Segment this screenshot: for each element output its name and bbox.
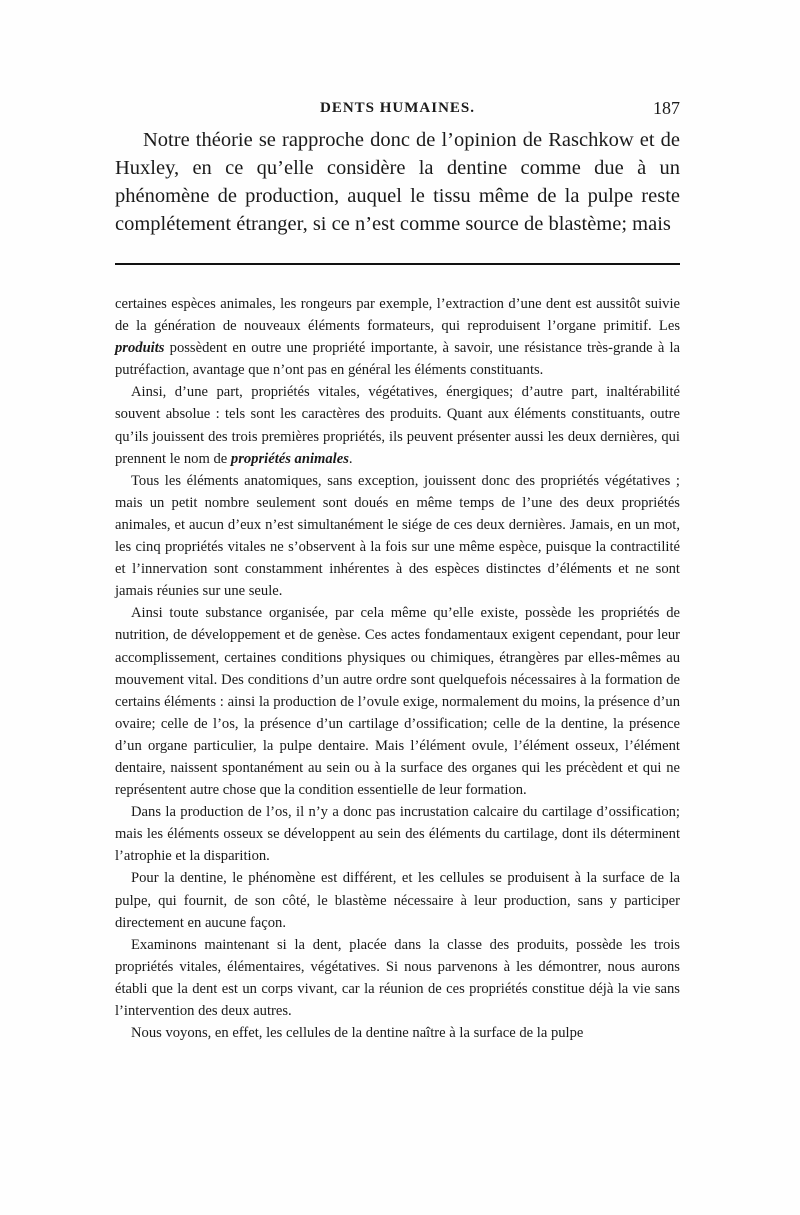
- running-head: [115, 100, 680, 124]
- main-paragraph: Notre théorie se rapproche donc de l’opinion de Raschkow et de Huxley, en ce qu’elle considère la dentine comme due à un phénomène de production, auquel le tissu même de la pulpe reste complétement étranger, si ce n’est comme source de blastème; mais: [115, 129, 680, 235]
- notes-section: [115, 293, 680, 1044]
- note-paragraph: [115, 381, 680, 469]
- note-paragraph: [115, 293, 680, 381]
- note-paragraph: Ainsi toute substance organisée, par cela même qu’elle existe, possède les propriétés de nutrition, de développement et de genèse. Ces actes fondamentaux exigent cependant, pour leur accomplissement, certaines conditions physiques ou chimiques, étrangères par elles-mêmes au mouvement vital. Des conditions d’un autre ordre sont quelquefois nécessaires à la formation de certains éléments : ainsi la production de l’ovule exige, normalement du moins, la présence d’un ovaire; celle de l’os, la présence d’un cartilage d’ossification; celle de la dentine, la présence d’un organe particulier, la pulpe dentaire. Mais l’élément ovule, l’élément osseux, l’élément dentaire, naissent spontanément au sein ou à la surface des organes qui les précèdent et qui ne représentent autre chose que la condition essentielle de leur formation.: [115, 605, 680, 799]
- note-text: possèdent en outre une propriété importante, à savoir, une résistance très-grande à la putréfaction, avantage que n’ont pas en général les éléments constituants.: [115, 340, 680, 379]
- note-emphasis: propriétés animales: [230, 450, 349, 467]
- note-paragraph: Dans la production de l’os, il n’y a donc pas incrustation calcaire du cartilage d’ossification; mais les éléments osseux se développent au sein des éléments du cartilage, dont ils déterminent l’atrophie et la disparition.: [115, 804, 680, 865]
- note-text: .: [348, 450, 353, 467]
- note-text: Ainsi, d’une part, propriétés vitales, végétatives, énergiques; d’autre part, inaltérabilité souvent absolue : tels sont les caractères des produits. Quant aux éléments constituants, outre qu’ils jouissent des trois premières propriétés, ils peuvent présenter aussi les deux dernières, qui prennent le nom de: [115, 384, 680, 467]
- running-title: DENTS HUMAINES.: [319, 100, 476, 116]
- note-paragraph: Examinons maintenant si la dent, placée dans la classe des produits, possède les trois propriétés vitales, élémentaires, végétatives. Si nous parvenons à les démontrer, nous aurons établi que la dent est un corps vivant, car la réunion de ces propriétés constitue déjà la vie sans l’intervention des deux autres.: [115, 936, 680, 1019]
- note-paragraph: Nous voyons, en effet, les cellules de la dentine naître à la surface de la pulpe: [131, 1025, 584, 1042]
- note-paragraph: Tous les éléments anatomiques, sans exception, jouissent donc des propriétés végétatives ; mais un petit nombre seulement sont doués en même temps de l’une des deux propriétés animales, et aucun d’eux n’est simultanément le siége de ces deux dernières. Jamais, en un mot, les cinq propriétés vitales ne s’observent à la fois sur une même espèce, puisque la contractilité et l’innervation sont constamment inhérentes à des espèces distinctes d’éléments et ne sont jamais réunies sur une seule.: [115, 472, 680, 600]
- page-number: 187: [653, 98, 680, 118]
- footnote-divider: [115, 263, 680, 265]
- note-text: certaines espèces animales, les rongeurs par exemple, l’extraction d’une dent est aussitôt suivie de la génération de nouveaux éléments formateurs, qui reproduisent l’organe primitif. Les: [115, 296, 680, 335]
- note-emphasis: produits: [115, 340, 165, 357]
- note-paragraph: Pour la dentine, le phénomène est différent, et les cellules se produisent à la surface de la pulpe, qui fournit, de son côté, le blastème nécessaire à leur production, sans y participer directement en aucune façon.: [115, 870, 680, 931]
